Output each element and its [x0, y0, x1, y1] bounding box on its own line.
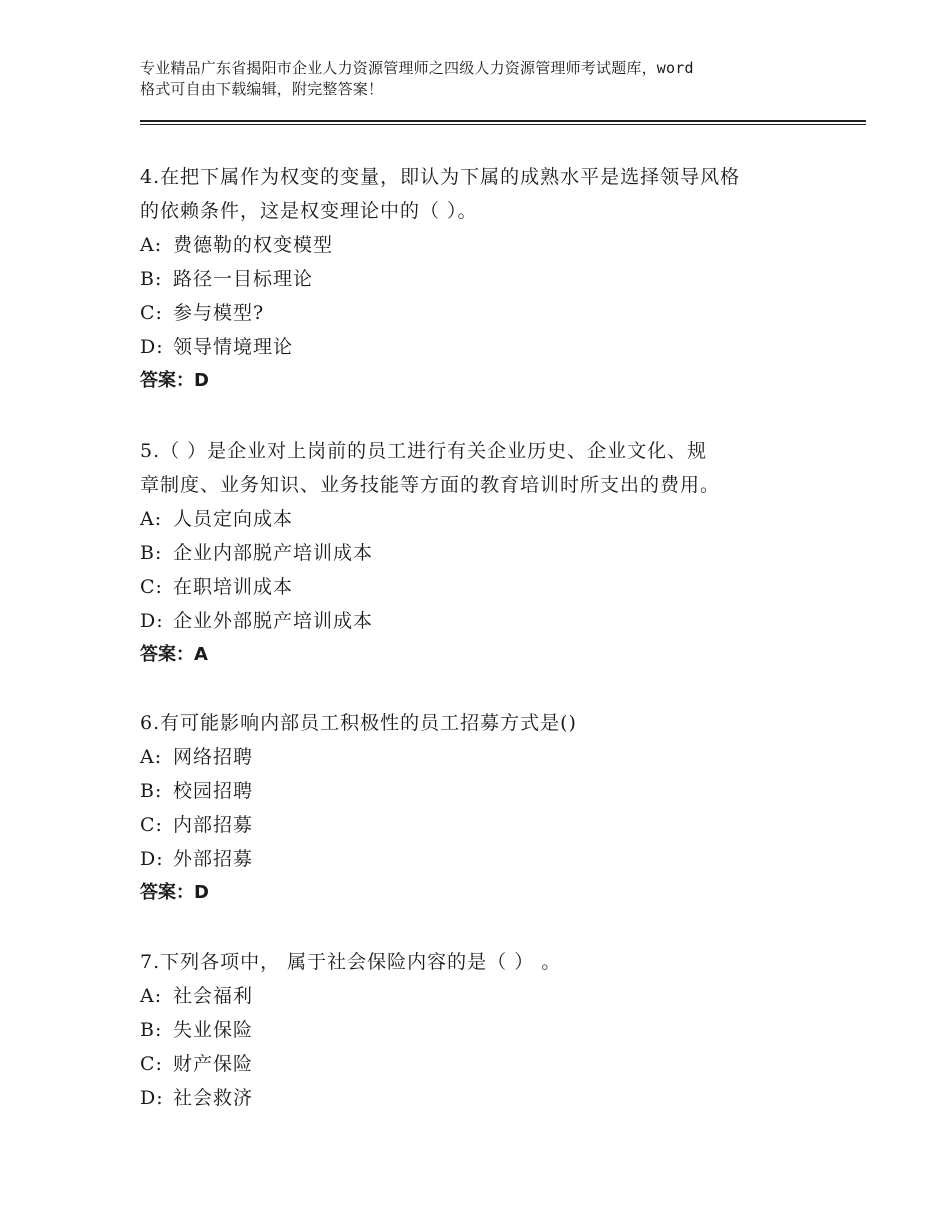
option-c: [140, 808, 840, 842]
question-stem-line: 的依赖条件，这是权变理论中的（ ）。: [140, 200, 478, 222]
option-label: D:: [140, 610, 164, 632]
option-label: C:: [140, 302, 163, 324]
option-c: [140, 1047, 840, 1081]
option-label: D:: [140, 336, 164, 358]
question-stem-line: 4.在把下属作为权变的变量，即认为下属的成熟水平是选择领导风格: [140, 166, 741, 188]
option-text: 外部招募: [173, 848, 254, 870]
option-label: B:: [140, 780, 163, 802]
question-6: [140, 706, 840, 910]
question-7: [140, 945, 840, 1115]
option-label: B:: [140, 1019, 163, 1041]
option-label: C:: [140, 1053, 163, 1075]
option-text: 网络招聘: [173, 746, 254, 768]
option-text: 内部招募: [173, 814, 254, 836]
option-b: [140, 774, 840, 808]
question-4: [140, 160, 840, 398]
option-label: B:: [140, 268, 163, 290]
option-label: A:: [140, 746, 163, 768]
option-label: A:: [140, 234, 163, 256]
option-label: C:: [140, 576, 163, 598]
option-text: 人员定向成本: [173, 508, 294, 530]
header-line-1: 专业精品广东省揭阳市企业人力资源管理师之四级人力资源管理师考试题库，word: [140, 59, 694, 77]
option-b: [140, 262, 840, 296]
answer: 答案：A: [140, 644, 208, 665]
header-divider-top: [140, 120, 866, 122]
option-text: 领导情境理论: [173, 336, 294, 358]
option-b: [140, 1013, 840, 1047]
answer: 答案：D: [140, 882, 209, 903]
option-label: A:: [140, 985, 163, 1007]
question-stem-line: 5.（ ）是企业对上岗前的员工进行有关企业历史、企业文化、规: [140, 440, 708, 462]
question-stem-line: 6.有可能影响内部员工积极性的员工招募方式是(): [140, 712, 577, 734]
option-text: 参与模型?: [173, 302, 265, 324]
option-c: [140, 570, 840, 604]
answer: 答案：D: [140, 370, 209, 391]
option-a: [140, 228, 840, 262]
option-d: [140, 842, 840, 876]
option-text: 费德勒的权变模型: [173, 234, 334, 256]
option-text: 校园招聘: [173, 780, 254, 802]
option-a: [140, 979, 840, 1013]
question-stem-line: 7.下列各项中， 属于社会保险内容的是（ ） 。: [140, 951, 562, 973]
option-text: 在职培训成本: [173, 576, 294, 598]
option-text: 财产保险: [173, 1053, 254, 1075]
question-5: [140, 434, 840, 672]
document-header: [140, 58, 830, 100]
option-a: [140, 740, 840, 774]
option-d: [140, 330, 840, 364]
option-text: 社会救济: [173, 1087, 254, 1109]
option-label: D:: [140, 848, 164, 870]
option-text: 路径一目标理论: [173, 268, 314, 290]
option-text: 企业内部脱产培训成本: [173, 542, 374, 564]
option-a: [140, 502, 840, 536]
question-stem-line: 章制度、业务知识、业务技能等方面的教育培训时所支出的费用。: [140, 474, 721, 496]
option-d: [140, 1081, 840, 1115]
option-text: 企业外部脱产培训成本: [173, 610, 374, 632]
header-line-2: 格式可自由下载编辑，附完整答案！: [140, 80, 384, 98]
option-label: B:: [140, 542, 163, 564]
header-divider-bottom: [140, 124, 866, 125]
option-b: [140, 536, 840, 570]
option-label: D:: [140, 1087, 164, 1109]
option-c: [140, 296, 840, 330]
option-text: 社会福利: [173, 985, 254, 1007]
option-text: 失业保险: [173, 1019, 254, 1041]
option-d: [140, 604, 840, 638]
option-label: C:: [140, 814, 163, 836]
option-label: A:: [140, 508, 163, 530]
